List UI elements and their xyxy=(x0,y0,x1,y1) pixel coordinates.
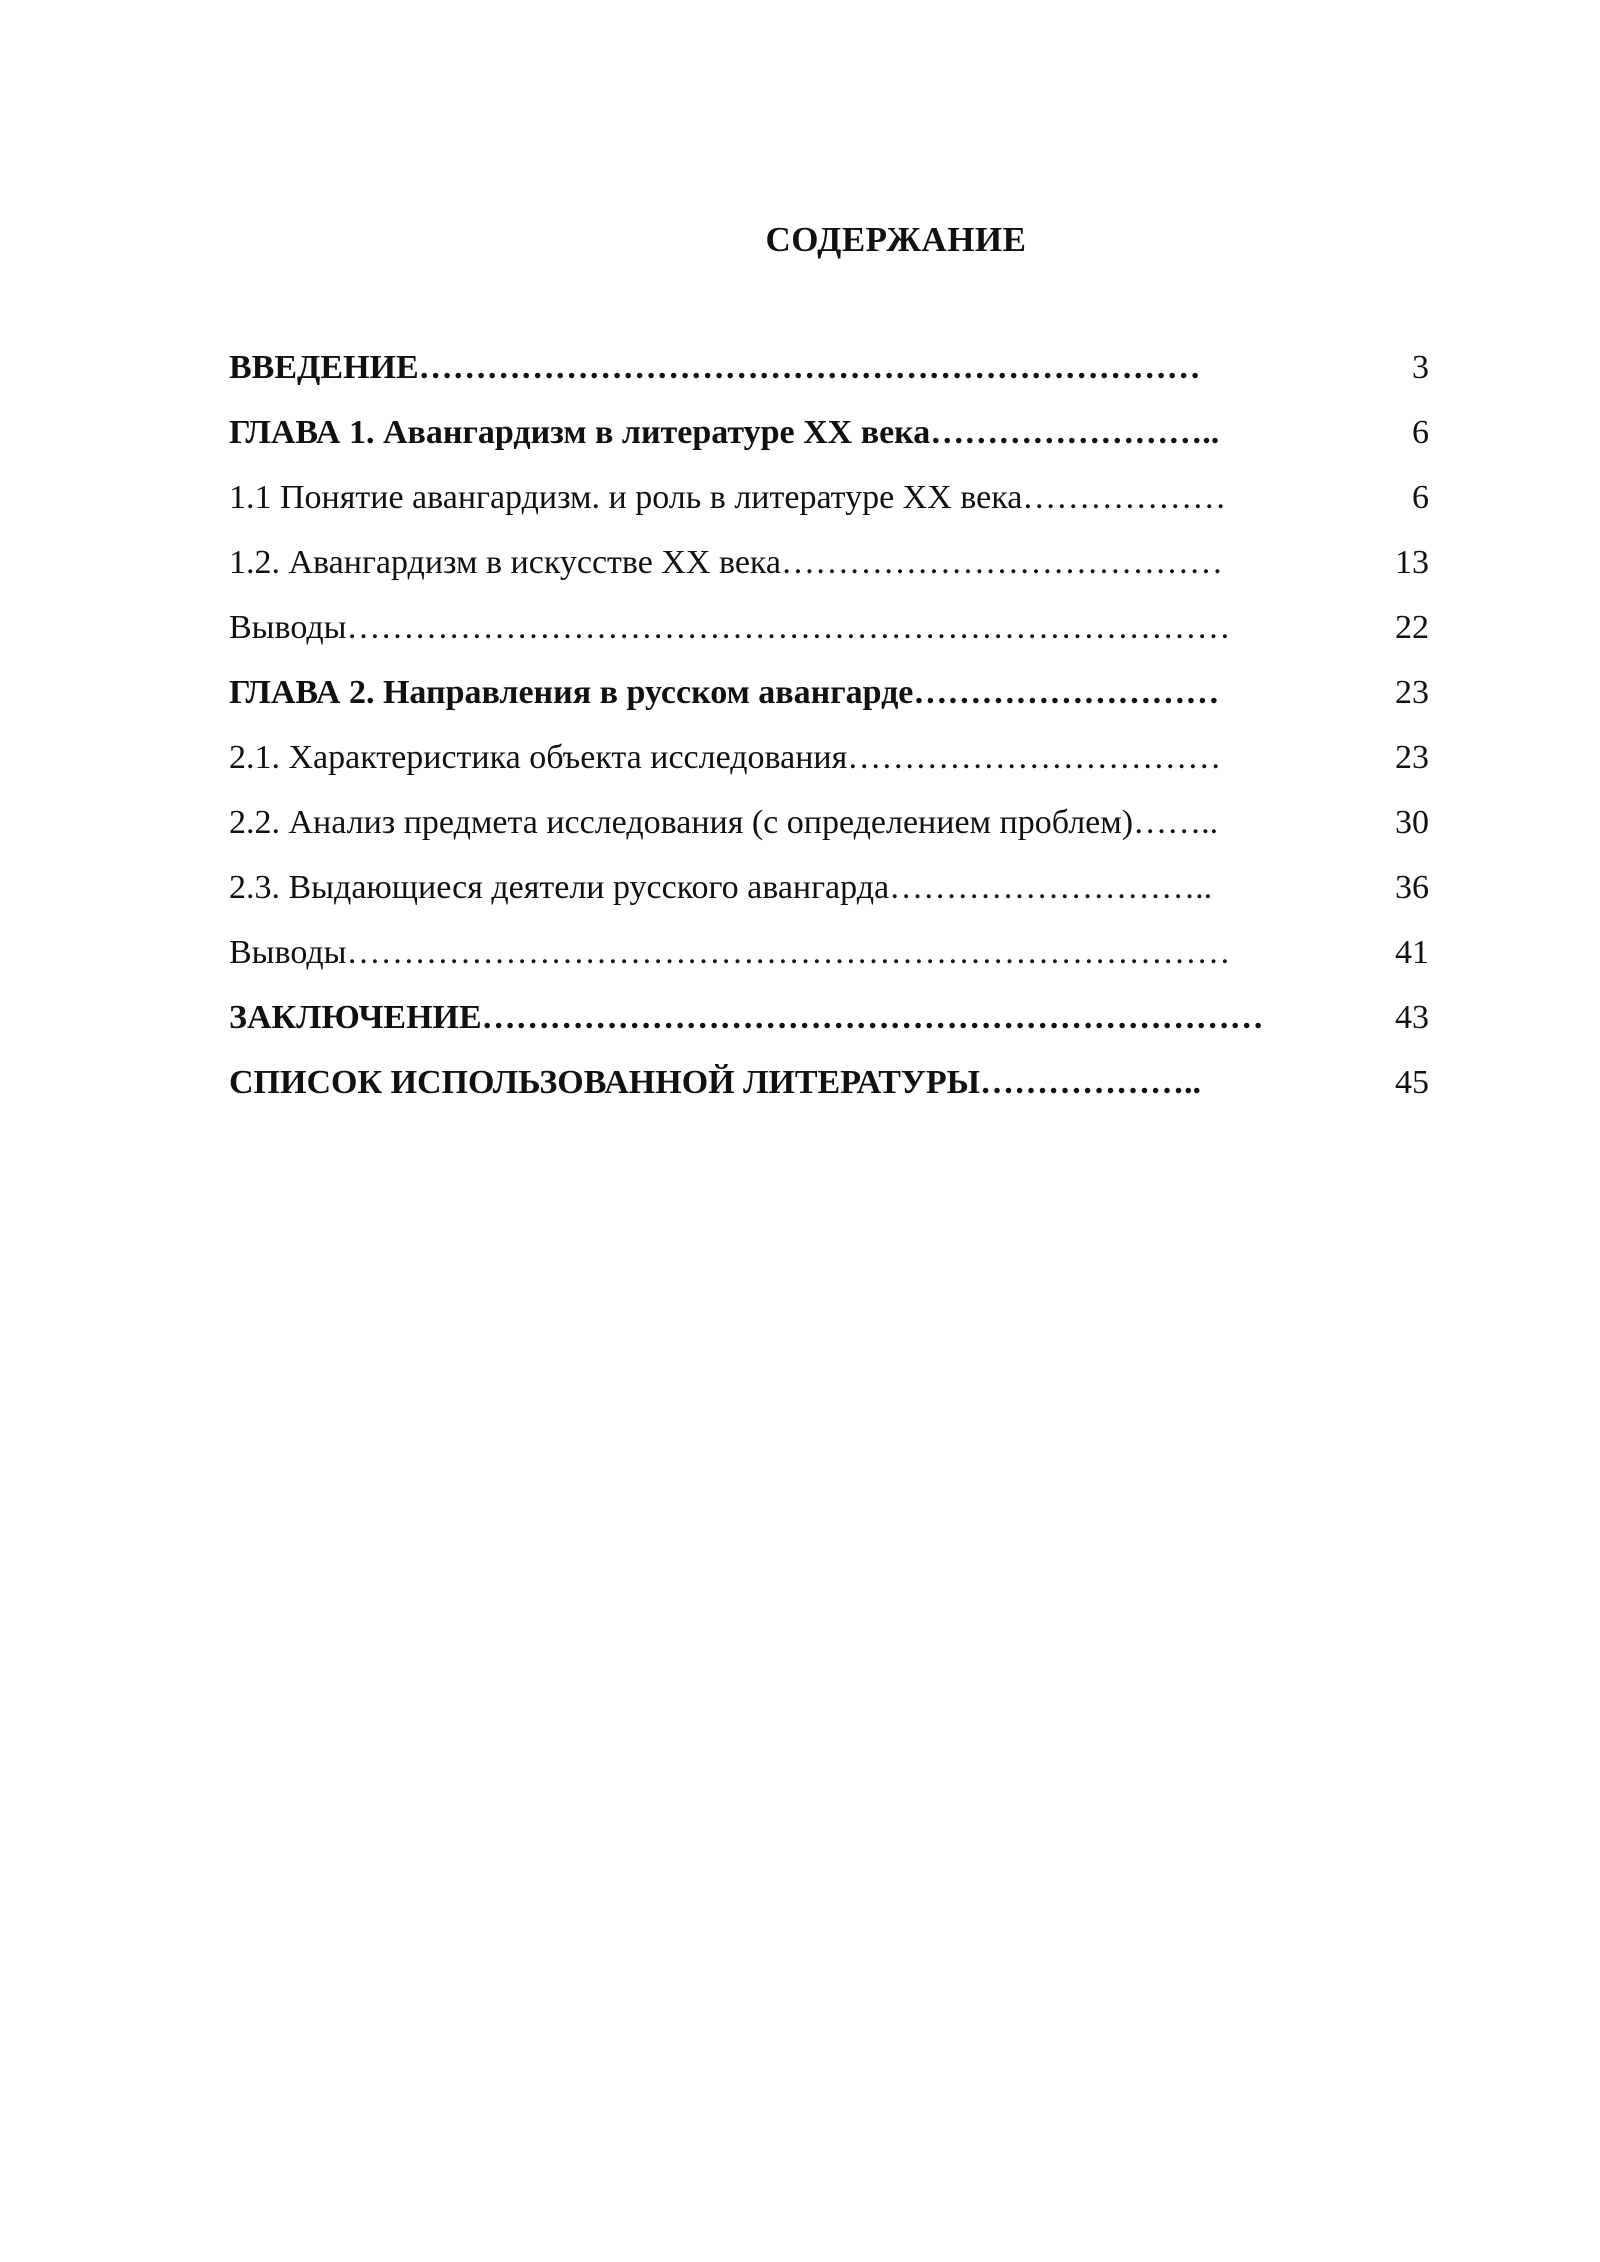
toc-entry-page: 13 xyxy=(1395,544,1429,581)
page-title-text: СОДЕРЖАНИЕ xyxy=(765,220,1027,259)
toc-entry-page: 43 xyxy=(1395,999,1429,1036)
toc-entry-section-2-3 xyxy=(229,866,1429,931)
page-title xyxy=(0,218,1600,262)
toc-entry-conclusion xyxy=(229,996,1429,1061)
toc-entry-title: Выводы…………………………………………………………………… xyxy=(229,609,1231,646)
toc-entry-page: 45 xyxy=(1395,1064,1429,1101)
toc-entry-page: 23 xyxy=(1395,739,1429,776)
toc-entry-section-2-2 xyxy=(229,801,1429,866)
toc-entry-title: 2.2. Анализ предмета исследования (с определением проблем)…….. xyxy=(229,804,1219,841)
toc-entry-page: 22 xyxy=(1395,609,1429,646)
toc-entry-bibliography xyxy=(229,1061,1429,1126)
toc-entry-page: 36 xyxy=(1395,869,1429,906)
toc-entry-page: 41 xyxy=(1395,934,1429,971)
toc-entry-page: 6 xyxy=(1412,479,1429,516)
toc-entry-page: 3 xyxy=(1412,349,1429,386)
toc-entry-page: 23 xyxy=(1395,674,1429,711)
toc-entry-title: Выводы…………………………………………………………………… xyxy=(229,934,1231,971)
toc-entry-title: 2.3. Выдающиеся деятели русского авангарда……………………….. xyxy=(229,869,1213,906)
toc-entry-title: 2.1. Характеристика объекта исследования…………………………… xyxy=(229,739,1222,776)
toc-entry-introduction xyxy=(229,346,1429,411)
toc-entry-title: 1.2. Авангардизм в искусстве XX века………………………………… xyxy=(229,544,1224,581)
toc-entry-title: СПИСОК ИСПОЛЬЗОВАННОЙ ЛИТЕРАТУРЫ……………….. xyxy=(229,1064,1201,1101)
toc-entry-chapter-1 xyxy=(229,411,1429,476)
toc-entry-section-1-2 xyxy=(229,541,1429,606)
toc-entry-conclusions-1 xyxy=(229,606,1429,671)
toc-entry-section-2-1 xyxy=(229,736,1429,801)
toc-entry-section-1-1 xyxy=(229,476,1429,541)
toc-entry-title: ГЛАВА 1. Авангардизм в литературе XX века…………………….. xyxy=(229,414,1220,451)
toc-entry-page: 6 xyxy=(1412,414,1429,451)
toc-entry-title: ВВЕДЕНИЕ…………………………………………………………… xyxy=(229,349,1201,386)
toc-entry-chapter-2 xyxy=(229,671,1429,736)
toc-entry-title: ГЛАВА 2. Направления в русском авангарде……………………… xyxy=(229,674,1220,711)
toc-entry-page: 30 xyxy=(1395,804,1429,841)
toc-entry-conclusions-2 xyxy=(229,931,1429,996)
toc-entry-title: ЗАКЛЮЧЕНИЕ…………………………………………………………… xyxy=(229,999,1264,1036)
toc-entry-title: 1.1 Понятие авангардизм. и роль в литературе XX века……………… xyxy=(229,479,1227,516)
table-of-contents xyxy=(229,346,1429,1126)
